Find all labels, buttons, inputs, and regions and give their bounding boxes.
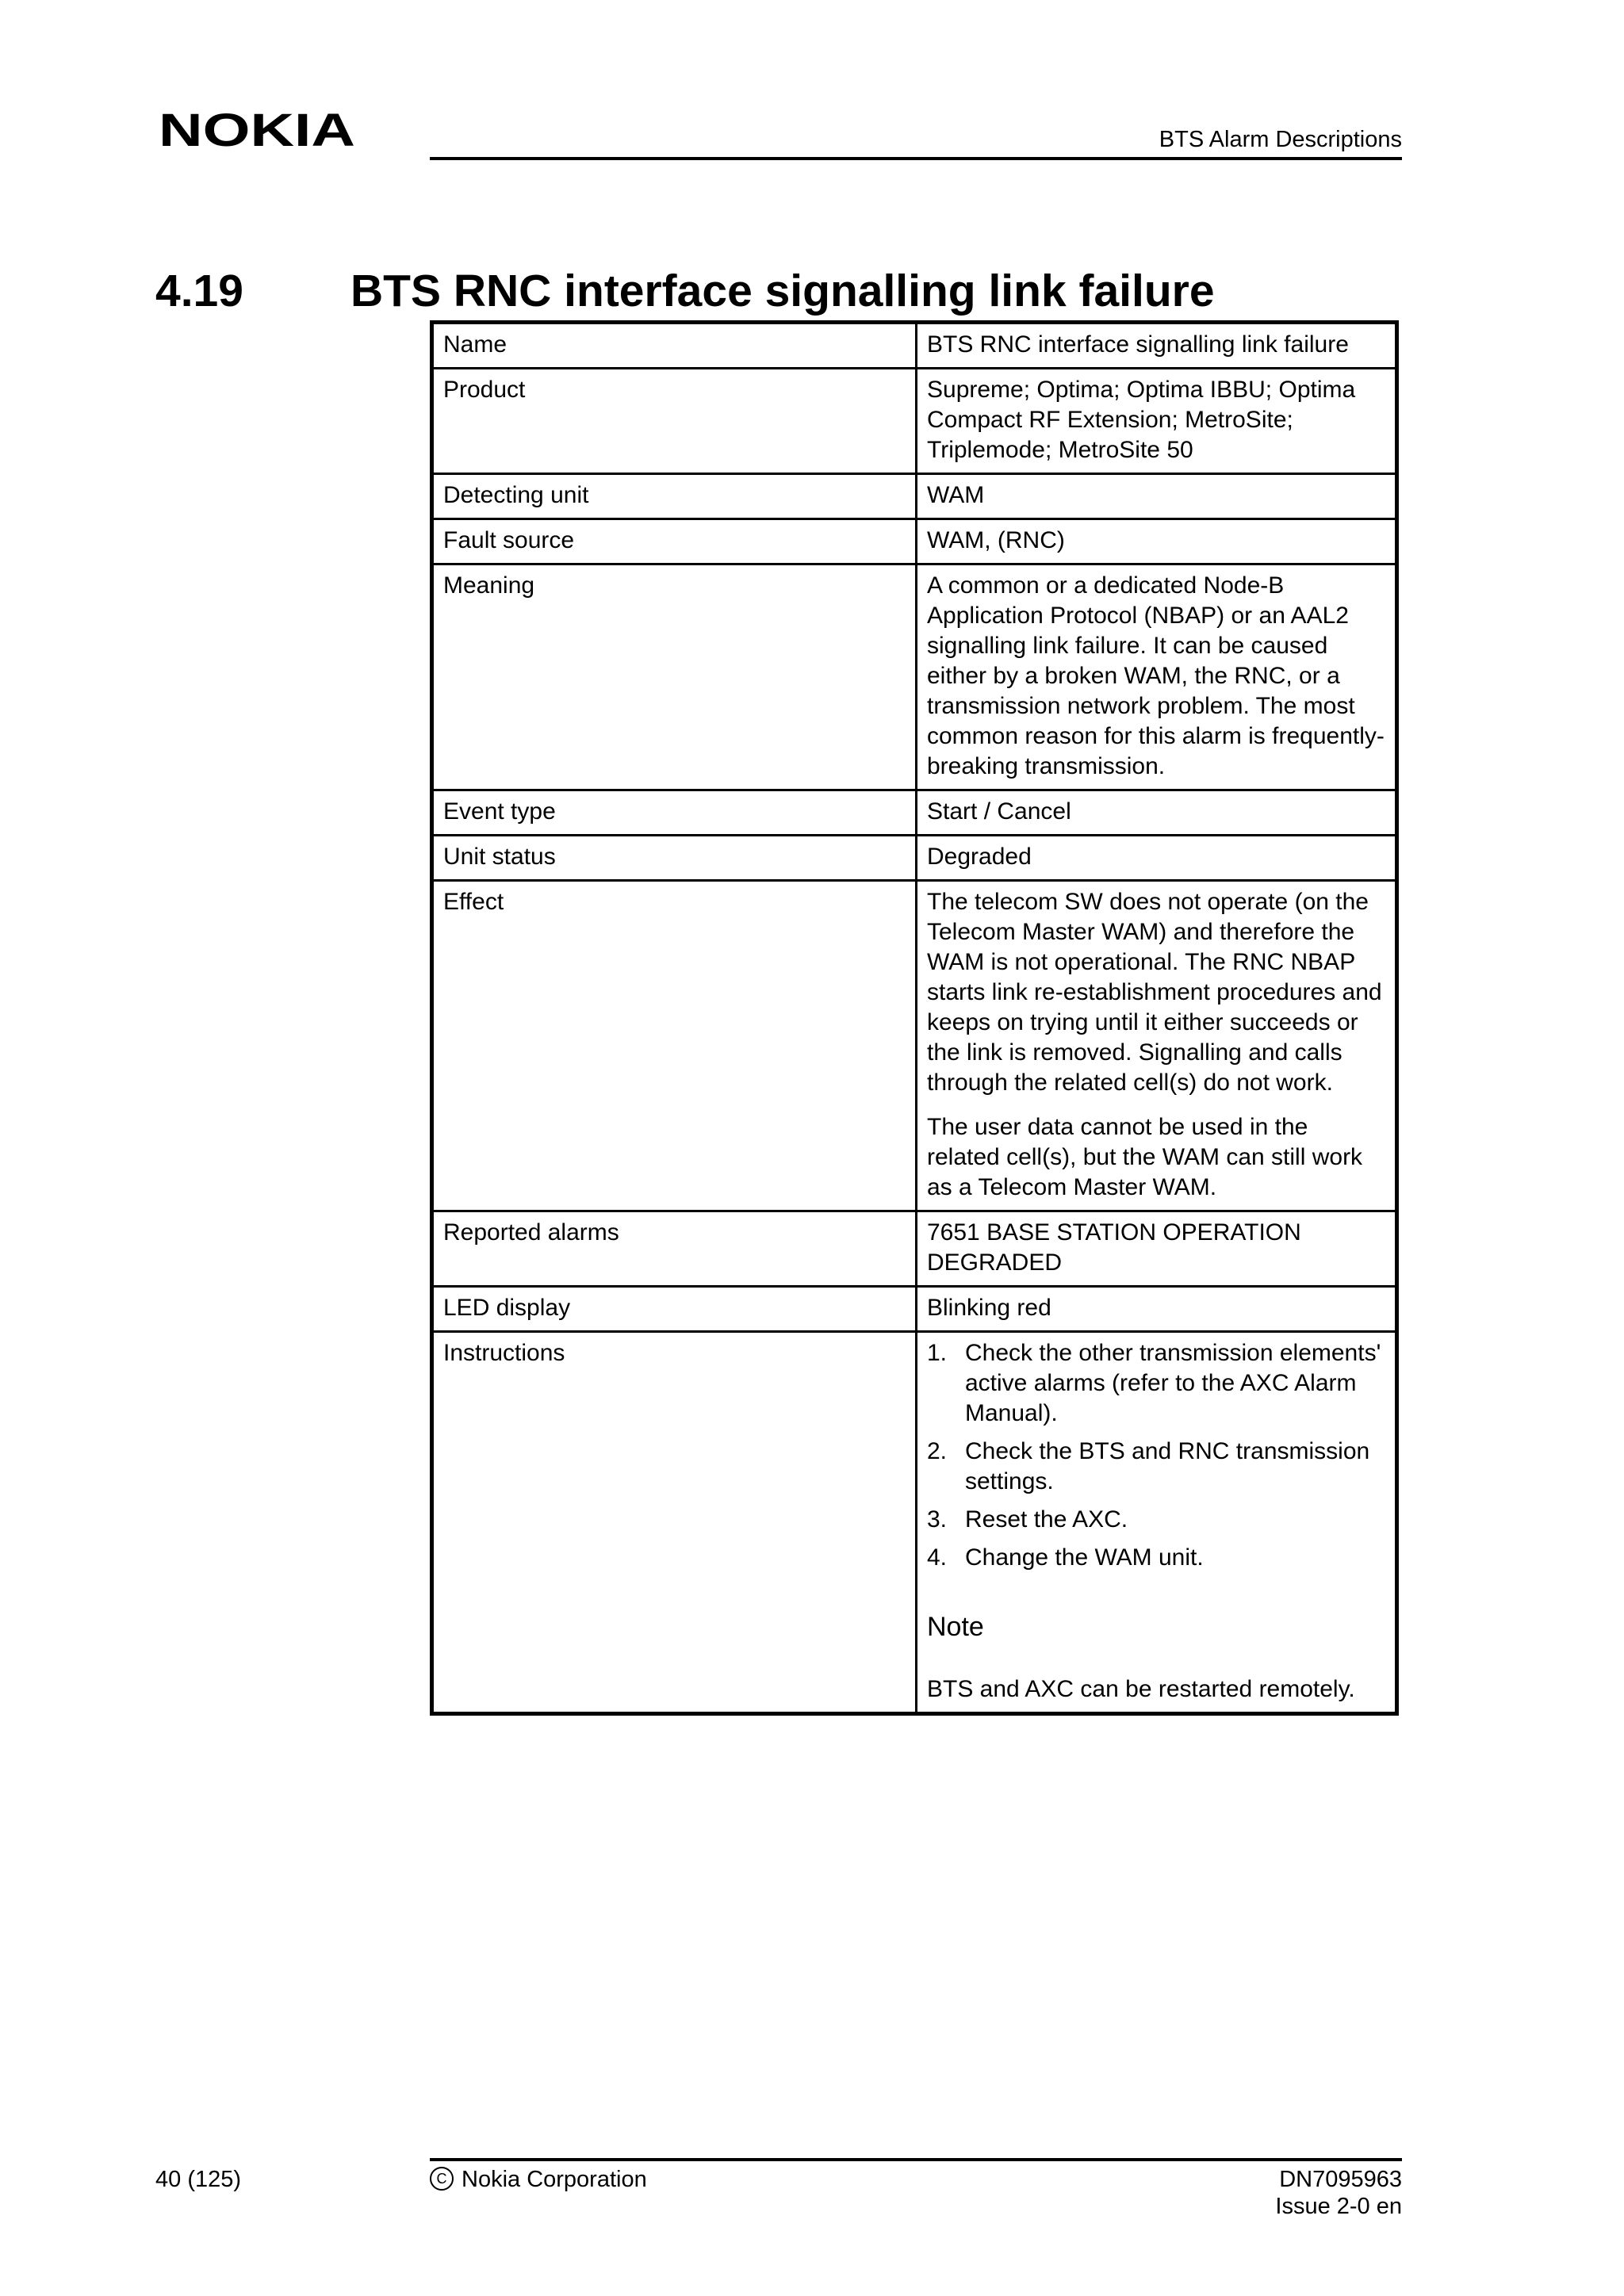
row-key: Product — [432, 369, 917, 474]
row-value — [917, 1211, 1397, 1287]
row-key: LED display — [432, 1287, 917, 1332]
table-row — [432, 1211, 1397, 1287]
row-key: Name — [432, 323, 917, 369]
table-row — [432, 836, 1397, 881]
row-value-paragraph: The user data cannot be used in the related cell(s), but the WAM can still work as a Telecom Master WAM. — [927, 1114, 1363, 1200]
row-value-instructions — [917, 1332, 1397, 1714]
row-value-paragraph: Degraded — [927, 844, 1032, 870]
row-value-paragraph: The telecom SW does not operate (on the Telecom Master WAM) and therefore the WAM is not operational. The RNC NBAP starts link re-establishment procedures and keeps on trying until it either succeeds or the link is removed. Signalling and calls through the related cell(s) do not work. — [927, 889, 1382, 1096]
row-value — [917, 1287, 1397, 1332]
row-key: Instructions — [432, 1332, 917, 1714]
row-value-paragraph: WAM, (RNC) — [927, 527, 1065, 553]
row-value — [917, 790, 1397, 836]
issue-label: Issue 2-0 en — [1275, 2194, 1402, 2219]
table-row — [432, 564, 1397, 790]
footer-copyright — [430, 2166, 647, 2193]
row-value-paragraph: WAM — [927, 482, 985, 508]
footer-rule — [430, 2158, 1402, 2161]
instruction-step — [927, 1437, 1385, 1497]
row-value-paragraph: BTS RNC interface signalling link failure — [927, 331, 1349, 358]
row-key: Effect — [432, 881, 917, 1211]
footer-doc-info — [1275, 2166, 1402, 2220]
nokia-logo-text: NOKIA — [159, 109, 355, 151]
table-row — [432, 1287, 1397, 1332]
row-value — [917, 474, 1397, 519]
table-row — [432, 369, 1397, 474]
step-text: Change the WAM unit. — [965, 1544, 1204, 1571]
instruction-steps — [927, 1338, 1385, 1573]
table-row — [432, 881, 1397, 1211]
section-number: 4.19 — [155, 266, 243, 316]
step-number: 2. — [927, 1438, 948, 1464]
row-key: Event type — [432, 790, 917, 836]
row-value — [917, 323, 1397, 369]
row-value-paragraph: Start / Cancel — [927, 798, 1071, 825]
row-value — [917, 836, 1397, 881]
section-title: BTS RNC interface signalling link failure — [350, 266, 1215, 316]
row-value — [917, 881, 1397, 1211]
table-row — [432, 519, 1397, 564]
company-name: Nokia Corporation — [462, 2167, 647, 2192]
copyright-icon: C — [430, 2167, 454, 2191]
row-value-paragraph: A common or a dedicated Node-B Application Protocol (NBAP) or an AAL2 signalling link failure. It can be caused either by a broken WAM, the RNC, or a transmission network problem. The most common reason for this alarm is frequently-breaking transmission. — [927, 572, 1385, 779]
table-row — [432, 474, 1397, 519]
table-row — [432, 323, 1397, 369]
instruction-step — [927, 1338, 1385, 1429]
step-text: Check the other transmission elements' active alarms (refer to the AXC Alarm Manual). — [965, 1340, 1381, 1426]
row-value-paragraph: 7651 BASE STATION OPERATION DEGRADED — [927, 1219, 1301, 1276]
row-value-paragraph: Blinking red — [927, 1295, 1051, 1321]
instruction-step — [927, 1543, 1385, 1573]
step-number: 1. — [927, 1340, 948, 1366]
row-value — [917, 519, 1397, 564]
row-value — [917, 564, 1397, 790]
table-row — [432, 790, 1397, 836]
step-text: Check the BTS and RNC transmission settings. — [965, 1438, 1370, 1494]
document-title: BTS Alarm Descriptions — [1159, 127, 1402, 152]
alarm-description-table — [430, 320, 1399, 1716]
instruction-step — [927, 1505, 1385, 1535]
row-key: Reported alarms — [432, 1211, 917, 1287]
step-number: 3. — [927, 1506, 948, 1533]
page-number: 40 (125) — [155, 2167, 242, 2192]
row-key: Meaning — [432, 564, 917, 790]
row-key: Unit status — [432, 836, 917, 881]
row-value-paragraph: Supreme; Optima; Optima IBBU; Optima Compact RF Extension; MetroSite; Triplemode; MetroSite 50 — [927, 377, 1356, 463]
note-title: Note — [927, 1612, 984, 1642]
table-row-instructions — [432, 1332, 1397, 1714]
note-text: BTS and AXC can be restarted remotely. — [927, 1676, 1355, 1702]
alarm-table-body — [432, 323, 1397, 1714]
step-number: 4. — [927, 1544, 948, 1571]
nokia-logo — [159, 109, 357, 151]
row-key: Detecting unit — [432, 474, 917, 519]
row-value — [917, 369, 1397, 474]
document-id: DN7095963 — [1279, 2167, 1402, 2192]
header-rule — [430, 157, 1402, 160]
row-key: Fault source — [432, 519, 917, 564]
step-text: Reset the AXC. — [965, 1506, 1128, 1533]
